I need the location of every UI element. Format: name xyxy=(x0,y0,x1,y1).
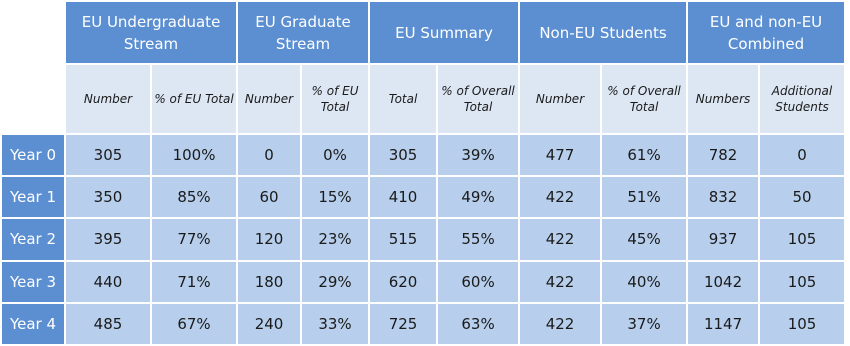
table-cell: 305 xyxy=(370,135,436,175)
table-cell: 55% xyxy=(438,219,518,259)
table-cell: 33% xyxy=(302,304,368,344)
table-cell: 725 xyxy=(370,304,436,344)
table-cell: 77% xyxy=(152,219,236,259)
table-cell: 477 xyxy=(520,135,600,175)
table-row xyxy=(2,219,844,259)
table-cell: 85% xyxy=(152,177,236,217)
table-cell: 60 xyxy=(238,177,300,217)
table-cell: 1042 xyxy=(688,262,758,302)
table-cell: 485 xyxy=(66,304,150,344)
group-header-row xyxy=(2,2,844,63)
sub-header-cell: Additional Students xyxy=(760,65,844,133)
group-header-eu-undergraduate xyxy=(66,2,236,63)
table-cell: 39% xyxy=(438,135,518,175)
sub-header-cell: Number xyxy=(238,65,300,133)
sub-header-cell: % of EU Total xyxy=(302,65,368,133)
group-header-line2: Stream xyxy=(123,34,179,53)
group-header-line1: EU Summary xyxy=(395,23,493,42)
group-header-line1: EU Graduate xyxy=(255,12,351,31)
table-cell: 180 xyxy=(238,262,300,302)
sub-header-cell: Number xyxy=(520,65,600,133)
table-cell: 422 xyxy=(520,262,600,302)
table-row xyxy=(2,135,844,175)
table-cell: 37% xyxy=(602,304,686,344)
table-cell: 440 xyxy=(66,262,150,302)
table-cell: 105 xyxy=(760,262,844,302)
row-label: Year 2 xyxy=(2,219,64,259)
table-cell: 120 xyxy=(238,219,300,259)
group-header-line1: Non-EU Students xyxy=(539,23,667,42)
corner-cell xyxy=(2,65,64,133)
sub-header-cell: % of Overall Total xyxy=(438,65,518,133)
table-cell: 45% xyxy=(602,219,686,259)
row-label: Year 0 xyxy=(2,135,64,175)
sub-header-cell: % of Overall Total xyxy=(602,65,686,133)
table-cell: 67% xyxy=(152,304,236,344)
group-header-line1: EU and non-EU xyxy=(709,12,823,31)
table-cell: 832 xyxy=(688,177,758,217)
table-cell: 105 xyxy=(760,304,844,344)
table-cell: 63% xyxy=(438,304,518,344)
group-header-eu-summary xyxy=(370,2,518,63)
table-cell: 422 xyxy=(520,219,600,259)
corner-cell xyxy=(2,2,64,63)
table-cell: 0% xyxy=(302,135,368,175)
table-cell: 350 xyxy=(66,177,150,217)
table-row xyxy=(2,304,844,344)
table-row xyxy=(2,262,844,302)
group-header-eu-graduate xyxy=(238,2,368,63)
table-cell: 515 xyxy=(370,219,436,259)
group-header-line2: Combined xyxy=(727,34,805,53)
table-cell: 0 xyxy=(760,135,844,175)
table-cell: 100% xyxy=(152,135,236,175)
group-header-line1: EU Undergraduate xyxy=(81,12,221,31)
row-label: Year 4 xyxy=(2,304,64,344)
table-cell: 395 xyxy=(66,219,150,259)
table-cell: 61% xyxy=(602,135,686,175)
table-cell: 60% xyxy=(438,262,518,302)
sub-header-cell: Number xyxy=(66,65,150,133)
table-cell: 620 xyxy=(370,262,436,302)
table-cell: 50 xyxy=(760,177,844,217)
table-body xyxy=(2,135,844,344)
table-cell: 410 xyxy=(370,177,436,217)
table-cell: 782 xyxy=(688,135,758,175)
table-cell: 422 xyxy=(520,304,600,344)
sub-header-row xyxy=(2,65,844,133)
sub-header-cell: Total xyxy=(370,65,436,133)
table-cell: 49% xyxy=(438,177,518,217)
sub-header-cell: Numbers xyxy=(688,65,758,133)
group-header-combined xyxy=(688,2,844,63)
row-label: Year 1 xyxy=(2,177,64,217)
group-header-non-eu xyxy=(520,2,686,63)
table-cell: 71% xyxy=(152,262,236,302)
row-label: Year 3 xyxy=(2,262,64,302)
sub-header-cell: % of EU Total xyxy=(152,65,236,133)
table-cell: 29% xyxy=(302,262,368,302)
table-cell: 40% xyxy=(602,262,686,302)
table-cell: 0 xyxy=(238,135,300,175)
table-cell: 1147 xyxy=(688,304,758,344)
table-cell: 937 xyxy=(688,219,758,259)
table-cell: 15% xyxy=(302,177,368,217)
table-cell: 23% xyxy=(302,219,368,259)
group-header-line2: Stream xyxy=(275,34,331,53)
table-cell: 51% xyxy=(602,177,686,217)
table-row xyxy=(2,177,844,217)
table-cell: 105 xyxy=(760,219,844,259)
table-cell: 240 xyxy=(238,304,300,344)
table-cell: 422 xyxy=(520,177,600,217)
table-cell: 305 xyxy=(66,135,150,175)
